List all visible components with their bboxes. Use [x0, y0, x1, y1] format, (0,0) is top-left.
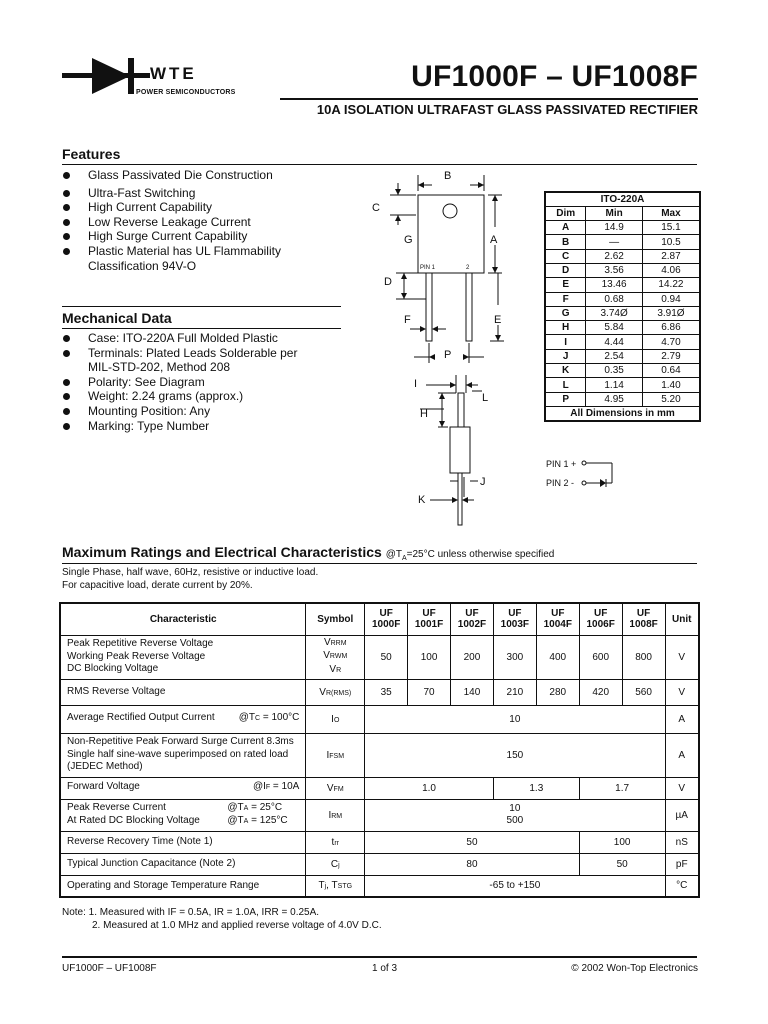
list-item: Plastic Material has UL Flammability: [62, 244, 362, 259]
table-row: A 14.9 15.1: [545, 221, 700, 235]
ratings-note: Single Phase, half wave, 60Hz, resistive or inductive load.: [62, 567, 319, 578]
bullet-icon: [63, 233, 70, 240]
mechanical-heading: Mechanical Data: [62, 310, 172, 326]
mechanical-rule: [62, 328, 341, 329]
bullet-icon: [63, 423, 70, 430]
dim-label-h: H: [420, 408, 428, 420]
dim-label-d: D: [384, 276, 392, 288]
footer-rule: [62, 956, 697, 958]
mechanical-list: [62, 331, 362, 433]
table-row: H 5.84 6.86: [545, 321, 700, 335]
dim-label-g: G: [404, 234, 413, 246]
table-row: E 13.46 14.22: [545, 278, 700, 292]
table-row: Non-Repetitive Peak Forward Surge Current 8.3ms Single half sine-wave superimposed on rated load (JEDEC Method) IFSM 150 A: [60, 733, 699, 777]
bullet-icon: [63, 393, 70, 400]
list-item: Polarity: See Diagram: [62, 375, 362, 390]
notes: Note: 1. Measured with IF = 0.5A, IR = 1.0A, IRR = 0.25A. 2. Measured at 1.0 MHz and applied reverse voltage of 4.0V D.C.: [62, 907, 382, 931]
list-item: Case: ITO-220A Full Molded Plastic: [62, 331, 362, 346]
page-subtitle: 10A ISOLATION ULTRAFAST GLASS PASSIVATED RECTIFIER: [316, 102, 698, 117]
pin-text: PIN 1: [420, 265, 436, 271]
table-row: B — 10.5: [545, 235, 700, 249]
footer-part-range: UF1000F – UF1008F: [62, 963, 157, 974]
ratings-note: For capacitive load, derate current by 20%.: [62, 580, 253, 591]
list-item: Marking: Type Number: [62, 419, 362, 434]
table-header-row: Characteristic Symbol UF 1000F UF 1001F UF 1002F UF 1003F UF 1004F UF 1006F UF 1008F Unit: [60, 603, 699, 635]
list-item: Mounting Position: Any: [62, 404, 362, 419]
table-row: J 2.54 2.79: [545, 349, 700, 363]
bullet-icon: [63, 335, 70, 342]
list-item: Glass Passivated Die Construction: [62, 168, 362, 183]
table-row: C 2.62 2.87: [545, 249, 700, 263]
title-rule: [280, 98, 698, 100]
table-row: Operating and Storage Temperature Range Tj, TSTG -65 to +150 °C: [60, 875, 699, 897]
bullet-icon: [63, 204, 70, 211]
pin1-label: PIN 1 +: [546, 459, 577, 469]
table-row: L 1.14 1.40: [545, 378, 700, 392]
package-outline-drawing: [360, 165, 540, 535]
bullet-icon: [63, 172, 70, 179]
table-row: Average Rectified Output Current @TC = 100°C IO 10 A: [60, 705, 699, 733]
list-item: Ultra-Fast Switching: [62, 186, 362, 201]
dimension-footer: All Dimensions in mm: [545, 406, 700, 420]
bullet-icon: [63, 408, 70, 415]
ratings-rule: [62, 563, 697, 564]
list-item-continuation: Classification 94V-O: [88, 258, 197, 273]
footer-page-number: 1 of 3: [372, 963, 398, 974]
table-row: I 4.44 4.70: [545, 335, 700, 349]
dim-label-e: E: [494, 314, 502, 326]
bullet-icon: [63, 350, 70, 357]
brand-subtitle: POWER SEMICONDUCTORS: [136, 89, 236, 96]
table-row: Reverse Recovery Time (Note 1) trr 50 100 nS: [60, 831, 699, 853]
table-row: Typical Junction Capacitance (Note 2) Cj 80 50 pF: [60, 853, 699, 875]
table-row: D 3.56 4.06: [545, 263, 700, 277]
footer-copyright: © 2002 Won-Top Electronics: [571, 963, 698, 974]
features-list: [62, 168, 362, 273]
brand-name: WTE: [150, 64, 197, 83]
table-row: Forward Voltage @IF = 10A VFM 1.0 1.3 1.7 V: [60, 777, 699, 799]
list-item: Weight: 2.24 grams (approx.): [62, 389, 362, 404]
dimension-table: [544, 191, 701, 422]
ratings-heading: Maximum Ratings and Electrical Characteristics $@T_A=25^\circ C$ unless otherwise specified: [62, 544, 555, 562]
pin2-label: PIN 2 -: [546, 478, 575, 488]
mechanical-rule-top: [62, 306, 341, 307]
table-row: K 0.35 0.64: [545, 364, 700, 378]
list-item: High Current Capability: [62, 200, 362, 215]
table-row: [545, 406, 700, 420]
dim-label-j: J: [480, 476, 486, 488]
dim-label-l: L: [482, 392, 489, 404]
dim-label-k: K: [418, 494, 426, 506]
bullet-icon: [63, 190, 70, 197]
dim-label-b: B: [444, 170, 452, 182]
list-item: Terminals: Plated Leads Solderable per: [62, 346, 362, 361]
features-heading: Features: [62, 146, 121, 162]
list-item-continuation: MIL-STD-202, Method 208: [88, 360, 231, 375]
list-item: High Surge Current Capability: [62, 229, 362, 244]
dim-label-a: A: [490, 234, 498, 246]
list-item: Low Reverse Leakage Current: [62, 215, 362, 230]
bullet-icon: [63, 219, 70, 226]
ratings-condition: $@T_A=25^\circ C$ unless otherwise specified: [385, 549, 555, 562]
ratings-table: [59, 602, 700, 898]
table-row: P 4.95 5.20: [545, 392, 700, 406]
table-row: Peak Reverse Current @TA = 25°C At Rated DC Blocking Voltage @TA = 125°C IRM 10 500 µA: [60, 799, 699, 831]
dim-label-f: F: [404, 314, 411, 326]
table-row: Peak Repetitive Reverse Voltage Working Peak Reverse Voltage DC Blocking Voltage VRRM VRWM VR 50 100 200 300 400 600 800 V: [60, 635, 699, 679]
diode-symbol-icon: [600, 479, 606, 487]
dim-label-i: I: [414, 378, 418, 390]
table-row: F 0.68 0.94: [545, 292, 700, 306]
page-title: UF1000F – UF1008F: [411, 60, 698, 93]
package-header: ITO-220A: [545, 192, 700, 206]
pin-text-2: 2: [466, 265, 470, 271]
table-row: RMS Reverse Voltage VR(RMS) 35 70 140 210 280 420 560 V: [60, 679, 699, 705]
bullet-icon: [63, 379, 70, 386]
dim-label-c: C: [372, 202, 380, 214]
table-row: G 3.74Ø 3.91Ø: [545, 306, 700, 320]
table-row: [545, 192, 700, 206]
bullet-icon: [63, 248, 70, 255]
dim-label-p: P: [444, 349, 452, 361]
table-row: Dim Min Max: [545, 206, 700, 220]
